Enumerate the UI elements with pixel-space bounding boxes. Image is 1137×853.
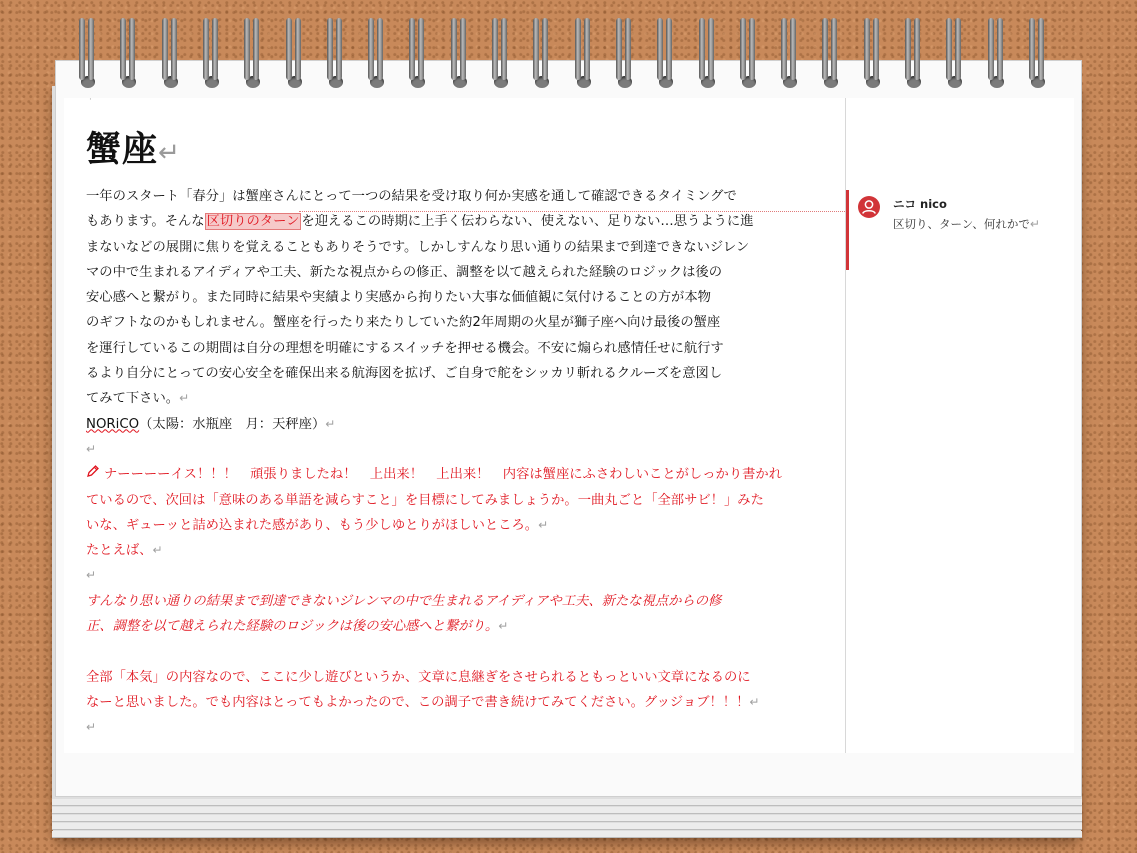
body-line-7: を運行しているこの期間は自分の理想を明確にするスイッチを押せる機会。不安に煽られ感情任せに航行す (86, 340, 724, 356)
paragraph-mark: ↵ (325, 416, 336, 431)
spiral-ring (611, 18, 637, 88)
spiral-ring (983, 18, 1009, 88)
example-line-1: すんなり思い通りの結果まで到達できないジレンマの中で生まれるアイディアや工夫、新たな視点からの修 (86, 593, 722, 609)
spiral-ring (941, 18, 967, 88)
body-line-8: るより自分にとっての安心安全を確保出来る航海図を拡げ、ご自身で舵をシッカリ斬れるクルーズを意図し (86, 366, 723, 382)
spiral-ring (652, 18, 678, 88)
document-body (86, 184, 783, 741)
paragraph-mark: ↵ (498, 619, 509, 634)
paragraph-mark: ↵ (86, 441, 97, 456)
pencil-icon (86, 462, 104, 487)
empty-line (86, 563, 776, 588)
spiral-ring (570, 18, 596, 88)
title-paragraph-mark: ↵ (158, 138, 182, 168)
empty-line (86, 715, 776, 740)
spiral-ring (198, 18, 224, 88)
spiral-ring (239, 18, 265, 88)
example-text: 正、調整を以て越えられた経験のロジックは後の安心感へと繋がり。 (86, 619, 499, 635)
spiral-ring (281, 18, 307, 88)
paragraph-mark: ↵ (86, 720, 97, 735)
document-page[interactable] (64, 98, 845, 753)
body-line-6: のギフトなのかもしれません。蟹座を行ったり来たりしていた約2年周期の火星が獅子座へ向け最後の蟹座 (86, 315, 721, 331)
feedback-line-1 (86, 462, 783, 487)
comment-pane (846, 98, 1074, 753)
body-line-9-text: てみて下さい。 (86, 391, 180, 407)
body-line-9 (86, 386, 776, 411)
closing-line-2 (86, 690, 776, 715)
body-line-4: マの中で生まれるアイディアや工夫、新たな視点からの修正、調整を以て越えられた経験のロジックは後の (86, 264, 722, 280)
comment-text[interactable] (893, 216, 1040, 232)
spiral-ring (694, 18, 720, 88)
comment-body: 区切り、ターン、何れかで (893, 217, 1030, 231)
feedback-text: ナーーーーイス！！！ 頑張りましたね！ 上出来！ 上出来！ 内容は蟹座にふさわしいことがしっかり書かれ (104, 467, 783, 483)
spiral-ring (74, 18, 100, 88)
empty-line (86, 639, 776, 664)
example-label: たとえば、 (86, 543, 153, 559)
spiral-ring (1024, 18, 1050, 88)
spiral-ring (735, 18, 761, 88)
paragraph-mark: ↵ (1029, 217, 1040, 231)
example-line-2 (86, 614, 776, 639)
spiral-ring (115, 18, 141, 88)
spiral-ring (859, 18, 885, 88)
feedback-line-3 (86, 513, 776, 538)
feedback-line-2: ているので、次回は「意味のある単語を減らすこと」を目標にしてみましょうか。一曲丸ごと「全部サビ！」みた (86, 492, 764, 508)
paragraph-mark: ↵ (749, 694, 760, 709)
closing-line-1: 全部「本気」の内容なので、ここに少し遊びというか、文章に息継ぎをさせられるともっといい文章になるのに (86, 669, 751, 685)
spiral-binding (74, 18, 1064, 98)
author-name: NORiCO (86, 416, 140, 432)
spiral-ring (446, 18, 472, 88)
empty-line (86, 437, 776, 462)
comment-author: ニコ nico (893, 197, 947, 211)
spiral-ring (817, 18, 843, 88)
page-corner-mark: · (89, 98, 92, 105)
title-text: 蟹座 (86, 130, 159, 170)
feedback-text: いな、ギューッと詰め込まれた感があり、もう少しゆとりがほしいところ。 (86, 517, 539, 533)
spiral-ring (322, 18, 348, 88)
spiral-ring (363, 18, 389, 88)
body-line-5: 安心感へと繋がり。また同時に結果や実績より実感から拘りたい大事な価値観に気付けることの方が本物 (86, 290, 711, 306)
spiral-ring (528, 18, 554, 88)
spiral-ring (157, 18, 183, 88)
example-label-line (86, 538, 776, 563)
document-window (64, 98, 1074, 753)
body-line-3: まないなどの展開に焦りを覚えることもありそうです。しかしすんなり思い通りの結果まで到達できないジレン (86, 239, 750, 255)
paragraph-mark: ↵ (86, 568, 97, 583)
paragraph-mark: ↵ (179, 391, 190, 406)
spiral-ring (487, 18, 513, 88)
author-detail: （太陽：水瓶座 月：天秤座） (139, 416, 326, 432)
user-avatar-icon (858, 196, 880, 218)
body-line-2 (86, 209, 776, 234)
paragraph-mark: ↵ (538, 517, 549, 532)
body-line-1: 一年のスタート「春分」は蟹座さんにとって一つの結果を受け取り何か実感を通して確認できるタイミングで (86, 189, 737, 204)
closing-text: なーと思いました。でも内容はとってもよかったので、この調子で書き続けてみてください。グッジョブ！！！ (86, 694, 750, 710)
author-line (86, 412, 776, 437)
body-line-2-end: を迎えるこの時期に上手く伝わらない、使えない、足りない…思うように進 (301, 214, 754, 230)
comment-accent-bar (846, 190, 849, 270)
commented-text-highlight[interactable]: 区切りのターン (206, 214, 300, 230)
paragraph-mark: ↵ (152, 543, 163, 558)
spiral-ring (900, 18, 926, 88)
spiral-ring (776, 18, 802, 88)
document-title (86, 122, 181, 172)
spiral-ring (404, 18, 430, 88)
body-line-2-start: もあります。そんな (86, 214, 205, 230)
